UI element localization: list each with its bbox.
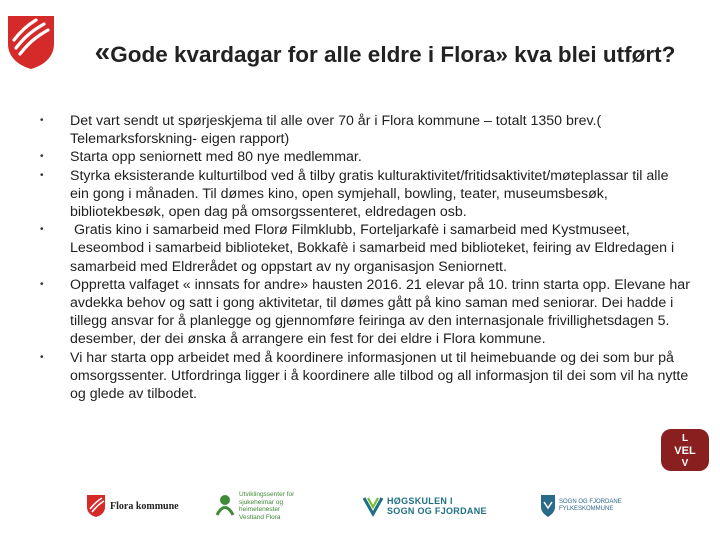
- bullet-text: Oppretta valfaget « innsats for andre» hausten 2016. 21 elevar på 10. trinn starta opp. Elevane har avdekka behov og satt i gong aktivitetar, til dømes gått på kino saman med seniorar. Dei hadde i tillegg ansvar for å planlegge og gjennomføre feiringa av den internasjonale frivillighetsdagen 5. desember, der dei ønska å arrangere ein fest for dei eldre i Flora kommune.: [70, 276, 690, 348]
- bullet-dot-icon: •: [40, 278, 44, 290]
- center-sublabel: Vestland Flora: [239, 513, 281, 521]
- bullet-item: [40, 349, 690, 404]
- bullet-text: Vi har starta opp arbeidet med å koordinere informasjonen ut til heimebuande og dei som bur på omsorgssenter. Utfordringa ligger i å koordinere alle tilbod og all informasjon til dei som vil ha nytte og glede av tilbodet.: [70, 349, 689, 403]
- flora-kommune-logo: [86, 486, 179, 526]
- velv-vel: VEL: [674, 445, 696, 457]
- flora-crest-small-icon: [86, 494, 106, 518]
- hvl-line2: SOGN OG FJORDANE: [387, 506, 487, 516]
- bullet-text: Det vart sendt ut spørjeskjema til alle over 70 år i Flora kommune – totalt 1350 brev.( Telemarksforskning- eigen rapport): [70, 113, 602, 148]
- hvl-line1: HØGSKULEN I: [387, 496, 453, 506]
- bullet-list: [40, 112, 690, 403]
- footer-logos: [0, 486, 720, 532]
- bullet-dot-icon: •: [40, 351, 44, 363]
- bullet-text: Starta opp seniornett med 80 nye medlemmar.: [70, 149, 362, 166]
- bullet-text: Styrka eksisterande kulturtilbod ved å tilby gratis kulturaktivitet/fritidsaktivitet/møteplassar til alle ein gong i månaden. Til dømes kino, open symjehall, bowling, teater, museumsbesøk, bibliotekbesøk, open dag på omsorgssenteret, eldredagen osb.: [70, 167, 669, 221]
- velv-l: L: [681, 433, 689, 444]
- velv-v: V: [681, 458, 689, 469]
- flora-kommune-label: Flora kommune: [110, 500, 179, 512]
- hvl-logo: [362, 486, 487, 526]
- bullet-dot-icon: •: [40, 169, 44, 181]
- title-text: Gode kvardagar for alle eldre i Flora» kva blei utført?: [110, 42, 676, 67]
- bullet-item: [40, 276, 690, 349]
- bullet-dot-icon: •: [40, 224, 44, 236]
- bullet-item: [40, 148, 690, 166]
- slide-title: [80, 34, 690, 73]
- bullet-item: [40, 167, 690, 222]
- center-label: Utviklingssenter for sjukeheimar og heimetenester: [239, 491, 295, 513]
- sfj-fylkeskommune-logo: [540, 486, 631, 526]
- title-quote-mark: «: [94, 36, 111, 67]
- bullet-item: [40, 112, 690, 148]
- utviklingssenter-logo: [214, 486, 309, 526]
- velv-badge-logo: [660, 428, 710, 472]
- bullet-text: Gratis kino i samarbeid med Florø Filmklubb, Forteljarkafè i samarbeid med Kystmuseet, Leseombod i samarbeid biblioteket, Bokkafè i samarbeid med biblioteket, feiring av Eldredagen i samarbeid med Eldrerådet og oppstart av ny organisasjon Seniornett.: [70, 222, 679, 275]
- bullet-item: [40, 221, 690, 276]
- sfj-shield-icon: [540, 494, 556, 518]
- flora-crest-icon: [6, 14, 56, 70]
- sfj-line2: FYLKESKOMMUNE: [559, 506, 614, 512]
- hvl-mark-icon: [362, 494, 384, 518]
- leaf-icon: [214, 493, 236, 519]
- sfj-line1: SOGN OG FJORDANE: [559, 499, 622, 505]
- bullet-dot-icon: •: [40, 115, 44, 126]
- bullet-dot-icon: •: [40, 151, 44, 163]
